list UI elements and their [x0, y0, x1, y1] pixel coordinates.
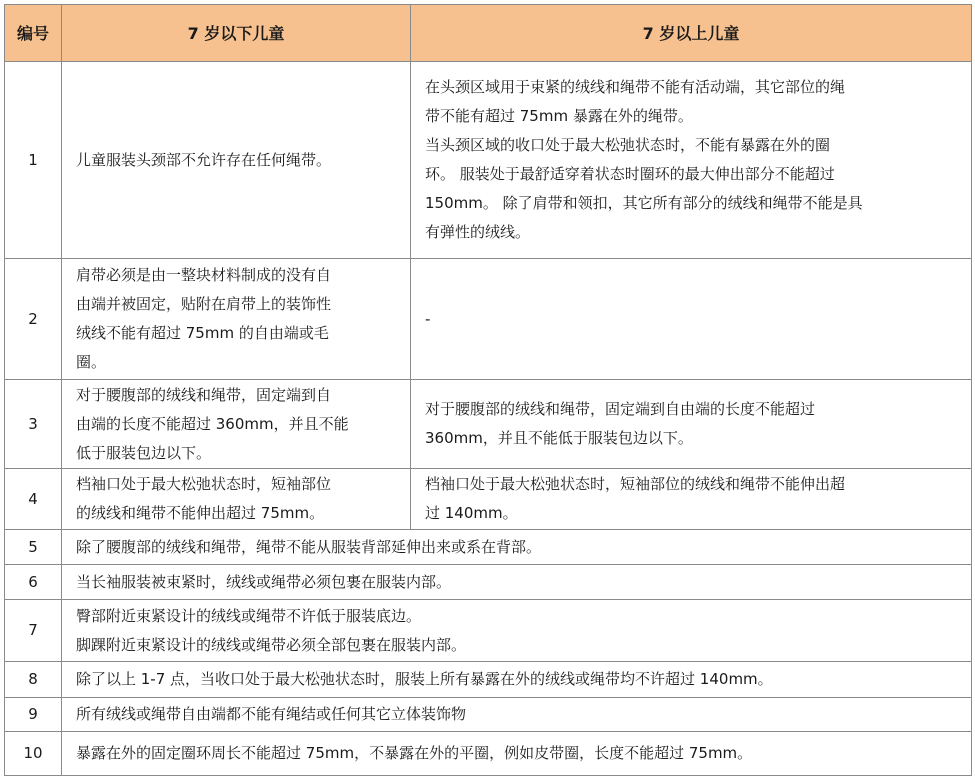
cell-line: 带不能有超过 75mm 暴露在外的绳带。	[425, 107, 693, 125]
table-row	[5, 732, 972, 776]
cell-merged	[62, 600, 972, 662]
cell-line: 儿童服装头颈部不允许存在任何绳带。	[76, 150, 332, 169]
cell-over-7	[411, 62, 972, 259]
cell-line: 所有绒线或绳带自由端都不能有绳结或任何其它立体装饰物	[76, 705, 467, 723]
requirements-table	[4, 4, 972, 776]
cell-over-7	[411, 259, 972, 380]
table-row	[5, 380, 972, 469]
cell-line: 当头颈区域的收口处于最大松弛状态时，不能有暴露在外的圈	[425, 136, 831, 154]
cell-line: 在头颈区域用于束紧的绒线和绳带不能有活动端，其它部位的绳	[425, 78, 846, 96]
cell-merged	[62, 698, 972, 732]
cell-line: 臀部附近束紧设计的绒线或绳带不许低于服装底边。	[76, 606, 422, 625]
row-number: 1	[5, 62, 62, 259]
table-row	[5, 600, 972, 662]
cell-line: 脚踝附近束紧设计的绒线或绳带必须全部包裹在服装内部。	[76, 635, 467, 654]
cell-line: -	[425, 309, 431, 328]
row-number: 9	[5, 698, 62, 732]
row-number: 4	[5, 469, 62, 530]
header-under-7: 7 岁以下儿童	[62, 5, 411, 62]
row-number: 6	[5, 565, 62, 600]
cell-line: 由端并被固定，贴附在肩带上的装饰性	[76, 295, 332, 313]
header-over-7: 7 岁以上儿童	[411, 5, 972, 62]
cell-line: 由端的长度不能超过 360mm，并且不能	[76, 414, 349, 433]
cell-line: 过 140mm。	[425, 504, 518, 522]
cell-line: 档袖口处于最大松弛状态时，短袖部位的绒线和绳带不能伸出超	[425, 475, 846, 493]
row-number: 7	[5, 600, 62, 662]
table-row	[5, 565, 972, 600]
table-row	[5, 469, 972, 530]
cell-line: 150mm。 除了肩带和领扣，其它所有部分的绒线和绳带不能是具	[425, 194, 863, 212]
row-number: 3	[5, 380, 62, 469]
header-no: 编号	[5, 5, 62, 62]
cell-under-7	[62, 62, 411, 259]
cell-line: 暴露在外的固定圈环周长不能超过 75mm，不暴露在外的平圈，例如皮带圈，长度不能超过 75mm。	[76, 744, 753, 762]
row-number: 5	[5, 530, 62, 565]
cell-line: 的绒线和绳带不能伸出超过 75mm。	[76, 504, 325, 522]
table-row	[5, 62, 972, 259]
cell-line: 360mm，并且不能低于服装包边以下。	[425, 429, 693, 447]
table-row	[5, 662, 972, 698]
cell-line: 低于服装包边以下。	[76, 443, 212, 462]
cell-line: 环。 服装处于最舒适穿着状态时圈环的最大伸出部分不能超过	[425, 165, 835, 183]
cell-line: 档袖口处于最大松弛状态时，短袖部位	[76, 475, 332, 493]
cell-line: 除了以上 1-7 点，当收口处于最大松弛状态时，服装上所有暴露在外的绒线或绳带均不许超过 140mm。	[76, 670, 773, 688]
cell-merged	[62, 530, 972, 565]
row-number: 8	[5, 662, 62, 698]
cell-line: 对于腰腹部的绒线和绳带，固定端到自由端的长度不能超过	[425, 400, 816, 418]
cell-merged	[62, 732, 972, 776]
cell-line: 有弹性的绒线。	[425, 223, 531, 241]
cell-over-7	[411, 380, 972, 469]
row-number: 2	[5, 259, 62, 380]
table-row	[5, 259, 972, 380]
cell-under-7	[62, 469, 411, 530]
cell-over-7	[411, 469, 972, 530]
header-row	[5, 5, 972, 62]
cell-under-7	[62, 380, 411, 469]
cell-line: 除了腰腹部的绒线和绳带，绳带不能从服装背部延伸出来或系在背部。	[76, 537, 542, 556]
cell-line: 对于腰腹部的绒线和绳带，固定端到自	[76, 385, 332, 404]
cell-line: 绒线不能有超过 75mm 的自由端或毛	[76, 324, 329, 342]
cell-line: 圈。	[76, 353, 107, 371]
cell-merged	[62, 662, 972, 698]
table-row	[5, 530, 972, 565]
cell-under-7	[62, 259, 411, 380]
row-number: 10	[5, 732, 62, 776]
cell-line: 当长袖服装被束紧时，绒线或绳带必须包裹在服装内部。	[76, 572, 452, 591]
cell-line: 肩带必须是由一整块材料制成的没有自	[76, 266, 332, 284]
cell-merged	[62, 565, 972, 600]
table-row	[5, 698, 972, 732]
